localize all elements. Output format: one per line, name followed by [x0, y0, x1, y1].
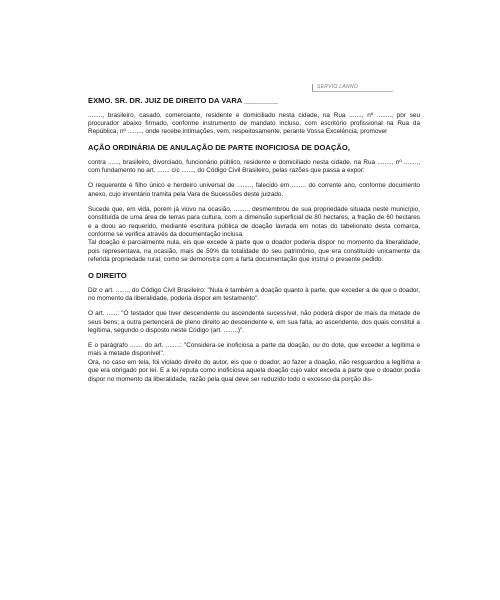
- section-title: O DIREITO: [88, 271, 127, 281]
- paragraph-intro: ........, brasileiro, casado, comerciante, residente e domiciliado nesta cidade, na Rua ......., nº ........, por seu procurador abaixo firmado, conforme instrumento de mandato incluso, com escritório profissional na Rua da República, nº ........, onde recebe intimações, vem, respeitosamente, perante Vossa Excelência, promover: [88, 111, 420, 136]
- paragraph-conclusion: Ora, no caso em tela, foi violado direito do autor, eis que o doador, ao fazer a doação, não resguardou a legítima a que era obrigado por lei. E a lei reputa como inoficiosa aquela doação cujo valor exceda a parte que o doador podia dispor no momento da liberalidade, razão pela qual deve ser reduzido todo o excesso da porção dis-: [88, 358, 420, 383]
- paragraph-against: contra ......, brasileiro, divorciado, funcionário público, residente e domiciliado nesta cidade, na Rua ........, nº ........, com fundamento no art. ....... c/c ......., do Código Civil Brasileiro, pelas razões que passa a expor:: [88, 159, 420, 175]
- document-title: EXMO. SR. DR. JUIZ DE DIREITO DA VARA ________: [88, 96, 278, 105]
- paragraph-article-3: E o parágrafo ....... do art. ........: "Considera-se inoficiosa a parte da doação, ou do dote, que exceder a legítima e mais a metade disponível".: [88, 342, 420, 358]
- paragraph-nullity: Tal doação é parcialmente nula, eis que excede à parte que o doador poderia dispor no momento da liberalidade, pois representava, na ocasião, mais de 50% da totalidade do seu patrimônio, que era constituído unicamente da referida propriedade rural, como se demonstra com a farta documentação que instrui o presente pedido.: [88, 239, 420, 264]
- paragraph-donation: Sucede que, em vida, porém já viúvo na ocasião, ........, desmembrou de sua propriedade situada neste município, constituída de uma área de terras para cultura, com a dimensão superficial de 80 hectares, a fração de 60 hectares e a doou ao requerido, mediante escritura pública de doação lavrada em notas do tabelionato desta comarca, conforme se verifica através da documentação inclusa.: [88, 205, 420, 239]
- header-tag: SÉRVIO LANNO: [312, 84, 393, 92]
- paragraph-heir: O requerente é filho único e herdeiro universal de ........, falecido em ........ do corrente ano, conforme documento anexo, cujo inventário tramita pela Vara de Sucessões deste juizado.: [88, 182, 420, 198]
- action-title: AÇÃO ORDINÁRIA DE ANULAÇÃO DE PARTE INOFICIOSA DE DOAÇÃO,: [88, 143, 350, 153]
- paragraph-article-2: O art. ......: "O testador que tiver descendente ou ascendente sucessível, não poderá dispor de mais da metade de seus bens; a outra pertencerá de pleno direito ao descendente e, em sua falta, ao ascendente, dos quais constitui a legítima, segundo o disposto neste Código (art. ........)".: [88, 310, 420, 335]
- paragraph-article-1: Diz o art. ......., do Código Civil Brasileiro: "Nula é também a doação quanto à parte, que exceder a de que o doador, no momento da liberalidade, poderia dispor em testamento".: [88, 286, 420, 303]
- document-body: [88, 96, 420, 391]
